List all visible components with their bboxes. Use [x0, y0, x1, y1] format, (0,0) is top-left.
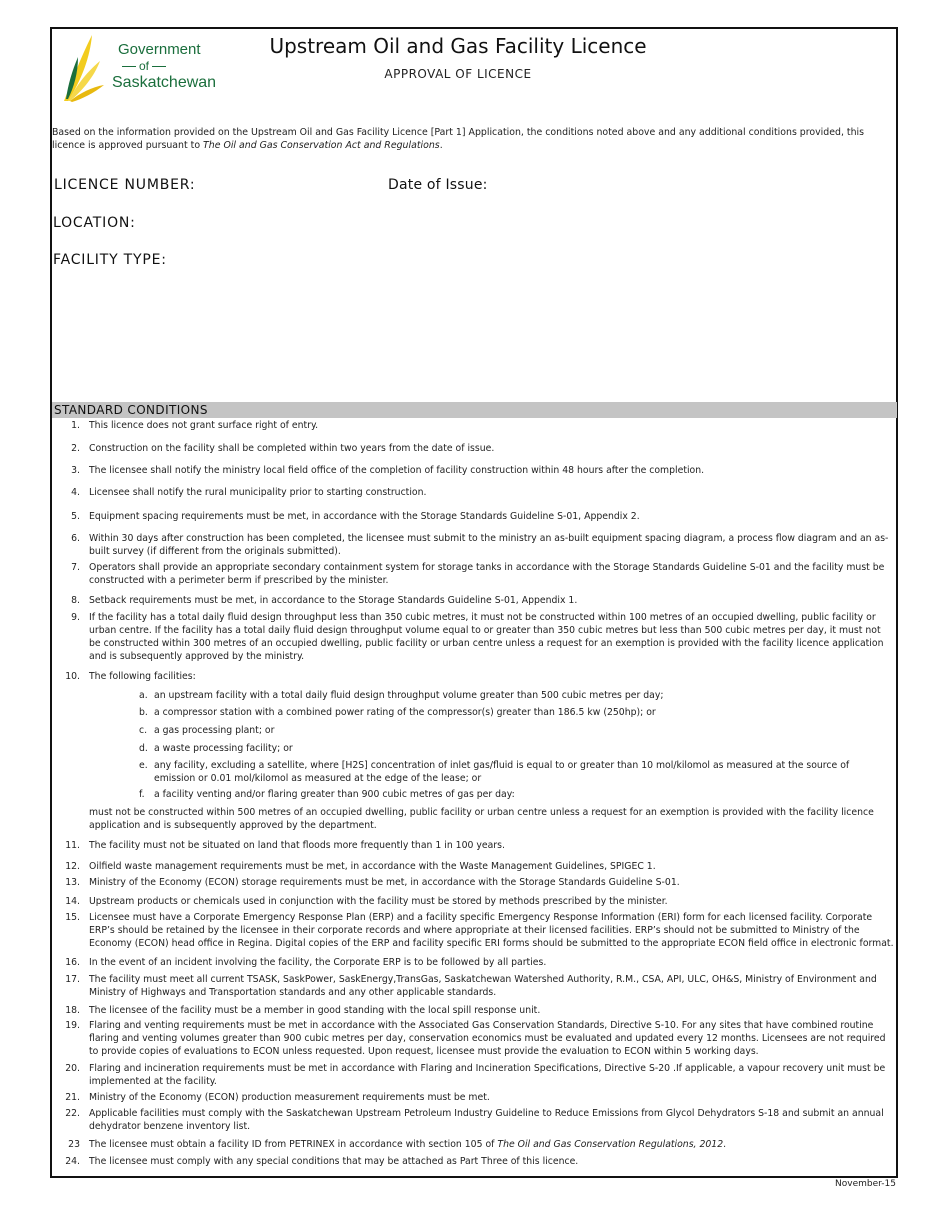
condition-number: 24.	[65, 1156, 80, 1167]
page-title: Upstream Oil and Gas Facility Licence	[269, 34, 647, 58]
regulation-title: The Oil and Gas Conservation Regulations, 2012	[497, 1139, 724, 1150]
page-subtitle: APPROVAL OF LICENCE	[384, 67, 532, 81]
condition-text: Upstream products or chemicals used in conjunction with the facility must be stored by methods prescribed by the minister.	[89, 896, 668, 907]
sub-item-letter: a.	[139, 690, 148, 701]
sub-item-letter: b.	[139, 707, 148, 718]
condition-text: Applicable facilities must comply with the Saskatchewan Upstream Petroleum Industry Guideline to Reduce Emissions from Glycol Dehydrators S-18 and submit an annual dehydrator benzene inventory list.	[89, 1108, 884, 1132]
intro-act: The Oil and Gas Conservation Act and Regulations	[203, 140, 440, 151]
condition-text: Licensee must have a Corporate Emergency Response Plan (ERP) and a facility specific Emergency Response Information (ERI) form for each licensed facility. Corporate ERP’s should be retained by the licensee in their corporate records and where appropriate at their licensed facilities. ERP’s should not be submitted to Ministry of the Economy (ECON) head office in Regina. Digital copies of the ERP and facility specific ERI forms should be submitted to the appropriate ECON field office in electronic format.	[89, 912, 894, 949]
condition-number: 9.	[71, 612, 80, 623]
condition-number: 7.	[71, 562, 80, 573]
condition-text: If the facility has a total daily fluid design throughput less than 350 cubic metres, it must not be constructed within 100 metres of an occupied dwelling, public facility or urban centre. If the facility has a total daily fluid design throughput volume equal to or greater than 350 cubic metres but less than 500 cubic metres per day, it must not be constructed within 300 metres of an occupied dwelling, public facility or urban centre unless a request for an exemption is provided with the facility licence application and is subsequently approved by the ministry.	[89, 612, 884, 662]
condition-number: 6.	[71, 533, 80, 544]
condition-text: This licence does not grant surface right of entry.	[89, 420, 319, 431]
condition-number: 12.	[65, 861, 80, 872]
condition-number: 11.	[65, 840, 80, 851]
condition-number: 2.	[71, 443, 80, 454]
intro-paragraph	[52, 126, 890, 152]
condition-number: 21.	[65, 1092, 80, 1103]
footer-date: November-15	[835, 1179, 896, 1189]
condition-number: 13.	[65, 877, 80, 888]
sub-item-text: any facility, excluding a satellite, where [H2S] concentration of inlet gas/fluid is equal to or greater than 10 mol/kilomol as measured at the source of emission or 0.01 mol/kilomol as measured at the edge of the lease; or	[154, 760, 850, 784]
condition-number: 8.	[71, 595, 80, 606]
condition-text: The licensee must obtain a facility ID from PETRINEX in accordance with section 105 of The Oil and Gas Conservation Regulations, 2012.	[89, 1139, 727, 1150]
condition-number: 19.	[65, 1020, 80, 1031]
facility-type-label: FACILITY TYPE:	[53, 252, 167, 268]
condition-text: Within 30 days after construction has been completed, the licensee must submit to the ministry an as-built equipment spacing diagram, a process flow diagram and an as-built survey (if different from the originals submitted).	[89, 533, 889, 557]
condition-10-tail: must not be constructed within 500 metres of an occupied dwelling, public facility or urban centre unless a request for an exemption is provided with the facility licence application and is subsequently approved by the department.	[89, 807, 874, 831]
condition-number: 22.	[65, 1108, 80, 1119]
logo-line-2: of	[113, 59, 175, 73]
date-of-issue-label: Date of Issue:	[388, 177, 488, 193]
condition-text: Licensee shall notify the rural municipality prior to starting construction.	[89, 487, 427, 498]
sub-item-text: a facility venting and/or flaring greater than 900 cubic metres of gas per day:	[154, 789, 515, 800]
condition-text: In the event of an incident involving the facility, the Corporate ERP is to be followed by all parties.	[89, 957, 547, 968]
condition-text: Flaring and incineration requirements must be met in accordance with Flaring and Incineration Specifications, Directive S-20 .If applicable, a vapour recovery unit must be implemented at the facility.	[89, 1063, 886, 1087]
condition-text: Equipment spacing requirements must be met, in accordance with the Storage Standards Guideline S-01, Appendix 2.	[89, 511, 640, 522]
condition-number: 14.	[65, 896, 80, 907]
condition-text: Ministry of the Economy (ECON) storage requirements must be met, in accordance with the Storage Standards Guideline S-01.	[89, 877, 680, 888]
condition-text: Setback requirements must be met, in accordance to the Storage Standards Guideline S-01, Appendix 1.	[89, 595, 578, 606]
sub-item-text: a gas processing plant; or	[154, 725, 275, 736]
condition-text: The licensee of the facility must be a member in good standing with the local spill response unit.	[89, 1005, 541, 1016]
sub-item-letter: f.	[139, 789, 145, 800]
sub-item-letter: c.	[139, 725, 148, 736]
condition-text: The facility must meet all current TSASK, SaskPower, SaskEnergy,TransGas, Saskatchewan Watershed Authority, R.M., CSA, API, ULC, OH&S, Ministry of Environment and Ministry of Highways and Transportation standards and any other applicable standards.	[89, 974, 877, 998]
condition-text: The licensee shall notify the ministry local field office of the completion of facility construction within 48 hours after the completion.	[89, 465, 705, 476]
condition-number: 5.	[71, 511, 80, 522]
sub-item-letter: e.	[139, 760, 148, 771]
logo-line-3: Saskatchewan	[112, 74, 217, 91]
sub-item-letter: d.	[139, 743, 148, 754]
condition-text: The licensee must comply with any special conditions that may be attached as Part Three of this licence.	[89, 1156, 579, 1167]
condition-number: 16.	[65, 957, 80, 968]
sub-item-text: a compressor station with a combined power rating of the compressor(s) greater than 186.5 kw (250hp); or	[154, 707, 656, 718]
standard-conditions-heading: STANDARD CONDITIONS	[52, 402, 897, 418]
condition-text: Oilfield waste management requirements must be met, in accordance with the Waste Management Guidelines, SPIGEC 1.	[89, 861, 656, 872]
condition-number: 23	[68, 1139, 80, 1150]
intro-text: Based on the information provided on the Upstream Oil and Gas Facility Licence [Part 1] Application, the conditions noted above and any additional conditions provided, this licence is approved pursuant to	[52, 127, 865, 151]
condition-number: 17.	[65, 974, 80, 985]
condition-number: 18.	[65, 1005, 80, 1016]
condition-number: 10.	[65, 671, 80, 682]
condition-number: 3.	[71, 465, 80, 476]
condition-text: The facility must not be situated on land that floods more frequently than 1 in 100 years.	[89, 840, 505, 851]
condition-number: 20.	[65, 1063, 80, 1074]
condition-number: 4.	[71, 487, 80, 498]
condition-number: 15.	[65, 912, 80, 923]
condition-text: The following facilities:	[89, 671, 196, 682]
logo-line-1: Government	[118, 41, 201, 58]
condition-text: Construction on the facility shall be completed within two years from the date of issue.	[89, 443, 495, 454]
location-label: LOCATION:	[53, 215, 136, 231]
condition-text: Flaring and venting requirements must be met in accordance with the Associated Gas Conservation Standards, Directive S-10. For any sites that have combined routine flaring and venting volumes greater than 900 cubic metres per day, conservation economics must be evaluated and updated every 12 months. Licensees are not required to provide copies of evaluations to ECON unless requested. Upon request, licensee must provide the evaluation to ECON within 5 working days.	[89, 1020, 886, 1057]
sub-item-text: an upstream facility with a total daily fluid design throughput volume greater than 500 cubic metres per day;	[154, 690, 664, 701]
sub-item-text: a waste processing facility; or	[154, 743, 293, 754]
intro-end: .	[439, 140, 443, 151]
condition-number: 1.	[71, 420, 80, 431]
licence-number-label: LICENCE NUMBER:	[54, 177, 196, 193]
condition-text: Operators shall provide an appropriate secondary containment system for storage tanks in accordance with the Storage Standards Guideline S-01 and the facility must be constructed with a perimeter berm if prescribed by the minister.	[89, 562, 885, 586]
condition-text: Ministry of the Economy (ECON) production measurement requirements must be met.	[89, 1092, 490, 1103]
